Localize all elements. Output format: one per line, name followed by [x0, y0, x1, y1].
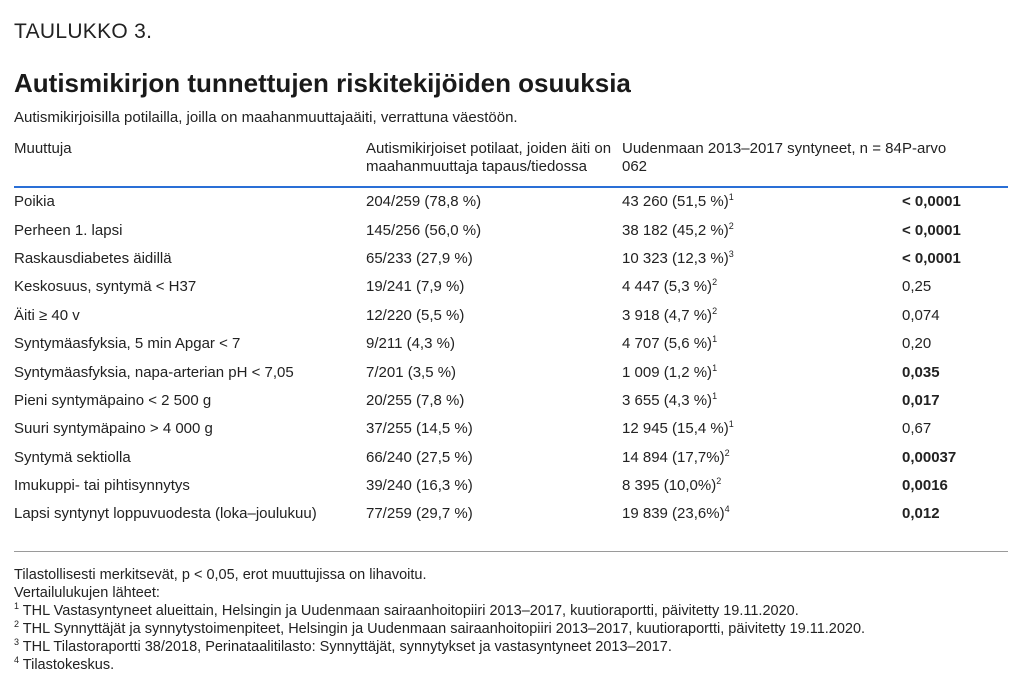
cell-variable: Lapsi syntynyt loppuvuodesta (loka–joulukuu)	[14, 505, 317, 523]
cell-p-value: 0,074	[902, 306, 940, 324]
cell-population	[622, 415, 902, 443]
cell-population	[622, 358, 902, 386]
cell-patients: 19/241 (7,9 %)	[366, 278, 465, 296]
table-end-rule	[14, 551, 1008, 552]
cell-p-value: 0,035	[902, 363, 940, 381]
source-reference: 3	[728, 248, 734, 259]
cell-population	[622, 500, 902, 528]
source-note	[14, 638, 865, 656]
source-reference: 2	[716, 476, 722, 487]
table-notes	[14, 566, 865, 674]
population-value: 4 707 (5,6 %)	[622, 335, 713, 353]
table-row	[14, 358, 1008, 386]
cell-variable: Perheen 1. lapsi	[14, 221, 123, 239]
cell-patients: 77/259 (29,7 %)	[366, 505, 473, 523]
cell-population	[622, 187, 902, 216]
cell-p-value: < 0,0001	[902, 193, 961, 211]
population-value: 3 655 (4,3 %)	[622, 391, 713, 409]
source-number: 2	[14, 619, 20, 630]
cell-population	[622, 245, 902, 273]
source-reference: 1	[728, 419, 734, 430]
source-note	[14, 656, 865, 674]
table-subtitle: Autismikirjoisilla potilailla, joilla on maahanmuuttajaäiti, verrattuna väestöön.	[14, 109, 518, 126]
population-value: 38 182 (45,2 %)	[622, 221, 729, 239]
source-reference: 1	[712, 334, 718, 345]
cell-variable: Syntymäasfyksia, napa-arterian pH < 7,05	[14, 363, 294, 381]
cell-p-value: < 0,0001	[902, 249, 961, 267]
source-reference: 2	[712, 277, 718, 288]
cell-variable: Syntymäasfyksia, 5 min Apgar < 7	[14, 335, 241, 353]
cell-p-value: 0,017	[902, 391, 940, 409]
cell-p-value: 0,00037	[902, 448, 957, 466]
cell-p-value: 0,012	[902, 505, 940, 523]
cell-variable: Poikia	[14, 193, 55, 211]
source-reference: 2	[712, 305, 718, 316]
table-row	[14, 500, 1008, 528]
population-value: 8 395 (10,0%)	[622, 477, 717, 495]
source-reference: 1	[712, 390, 718, 401]
table-row	[14, 415, 1008, 443]
header-variable: Muuttuja	[14, 138, 366, 187]
population-value: 43 260 (51,5 %)	[622, 193, 729, 211]
cell-patients: 12/220 (5,5 %)	[366, 306, 465, 324]
table-header	[14, 138, 1008, 187]
cell-variable: Raskausdiabetes äidillä	[14, 249, 172, 267]
cell-patients: 7/201 (3,5 %)	[366, 363, 457, 381]
cell-variable: Äiti ≥ 40 v	[14, 306, 80, 324]
cell-p-value: < 0,0001	[902, 221, 961, 239]
cell-patients: 37/255 (14,5 %)	[366, 420, 473, 438]
population-value: 1 009 (1,2 %)	[622, 363, 713, 381]
source-text: THL Vastasyntyneet alueittain, Helsingin ja Uudenmaan sairaanhoitopiiri 2013–2017, kuutioraportti, päivitetty 19.11.2020.	[19, 603, 799, 619]
population-value: 3 918 (4,7 %)	[622, 306, 713, 324]
sources-heading: Vertailulukujen lähteet:	[14, 585, 160, 601]
table-body	[14, 187, 1008, 529]
population-value: 12 945 (15,4 %)	[622, 420, 729, 438]
cell-patients: 39/240 (16,3 %)	[366, 477, 473, 495]
table-row	[14, 245, 1008, 273]
cell-population	[622, 273, 902, 301]
header-row	[14, 138, 1008, 187]
population-value: 14 894 (17,7%)	[622, 448, 725, 466]
table-row	[14, 273, 1008, 301]
population-value: 10 323 (12,3 %)	[622, 249, 729, 267]
table-row	[14, 216, 1008, 244]
source-number: 4	[14, 655, 20, 666]
source-text: THL Tilastoraportti 38/2018, Perinataalitilasto: Synnyttäjät, synnytykset ja vastasyntyneet 2013–2017.	[19, 639, 672, 655]
cell-patients: 204/259 (78,8 %)	[366, 193, 482, 211]
cell-population	[622, 330, 902, 358]
source-text: Tilastokeskus.	[19, 657, 115, 673]
source-number: 3	[14, 637, 20, 648]
cell-variable: Pieni syntymäpaino < 2 500 g	[14, 391, 212, 409]
header-patients: Autismikirjoiset potilaat, joiden äiti on maahanmuuttaja tapaus/tiedossa	[366, 138, 622, 187]
cell-population	[622, 302, 902, 330]
cell-p-value: 0,67	[902, 420, 932, 438]
table-row	[14, 302, 1008, 330]
cell-variable: Suuri syntymäpaino > 4 000 g	[14, 420, 213, 438]
significance-note: Tilastollisesti merkitsevät, p < 0,05, erot muuttujissa on lihavoitu.	[14, 567, 427, 583]
cell-population	[622, 216, 902, 244]
table-row	[14, 187, 1008, 216]
table-row	[14, 387, 1008, 415]
population-value: 19 839 (23,6%)	[622, 505, 725, 523]
cell-population	[622, 444, 902, 472]
cell-patients: 9/211 (4,3 %)	[366, 335, 455, 353]
cell-p-value: 0,25	[902, 278, 932, 296]
table-label: TAULUKKO 3.	[14, 20, 153, 43]
source-reference: 1	[712, 362, 718, 373]
cell-p-value: 0,20	[902, 335, 932, 353]
cell-patients: 65/233 (27,9 %)	[366, 249, 473, 267]
source-reference: 1	[728, 192, 734, 203]
source-text: THL Synnyttäjät ja synnytystoimenpiteet, Helsingin ja Uudenmaan sairaanhoitopiiri 2013–2017, kuutioraportti, päivitetty 19.11.2020.	[19, 621, 866, 637]
cell-patients: 145/256 (56,0 %)	[366, 221, 482, 239]
sources-list	[14, 602, 865, 674]
cell-patients: 66/240 (27,5 %)	[366, 448, 473, 466]
header-population: Uudenmaan 2013–2017 syntyneet, n = 84 062	[622, 138, 902, 187]
cell-population	[622, 387, 902, 415]
cell-patients: 20/255 (7,8 %)	[366, 391, 465, 409]
risk-factor-table	[14, 138, 1008, 529]
cell-p-value: 0,0016	[902, 477, 948, 495]
cell-population	[622, 472, 902, 500]
source-note	[14, 602, 865, 620]
source-reference: 2	[728, 220, 734, 231]
table-title: Autismikirjon tunnettujen riskitekijöiden osuuksia	[14, 68, 631, 98]
header-p-value: P-arvo	[902, 138, 1008, 187]
population-value: 4 447 (5,3 %)	[622, 278, 713, 296]
source-note	[14, 620, 865, 638]
table-row	[14, 444, 1008, 472]
cell-variable: Syntymä sektiolla	[14, 448, 131, 466]
cell-variable: Keskosuus, syntymä < H37	[14, 278, 197, 296]
source-number: 1	[14, 601, 20, 612]
table-row	[14, 330, 1008, 358]
cell-variable: Imukuppi- tai pihtisynnytys	[14, 477, 190, 495]
table-row	[14, 472, 1008, 500]
source-reference: 4	[724, 504, 730, 515]
source-reference: 2	[724, 447, 730, 458]
